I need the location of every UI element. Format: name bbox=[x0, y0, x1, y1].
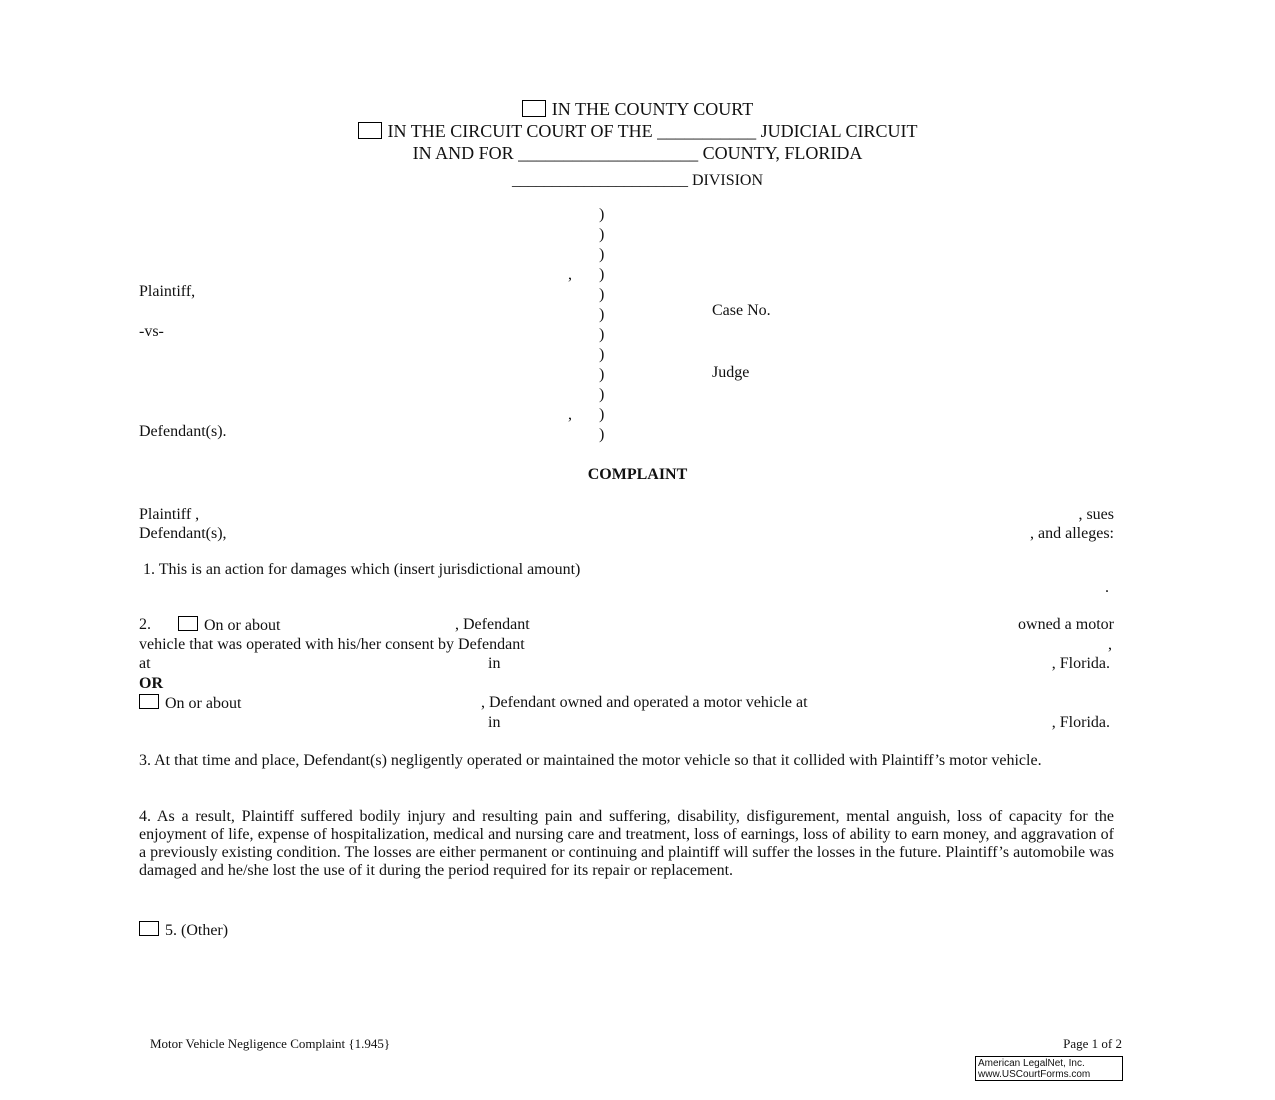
stamp-line-2: www.USCourtForms.com bbox=[978, 1069, 1091, 1080]
defendant-label: Defendant(s). bbox=[139, 423, 227, 440]
para2-option-b bbox=[139, 694, 241, 713]
caption-paren: ) bbox=[599, 326, 605, 343]
para1-text: 1. This is an action for damages which (insert jurisdictional amount) bbox=[143, 561, 581, 578]
plaintiff-name-comma: , bbox=[568, 266, 572, 283]
vs-label: -vs- bbox=[139, 323, 164, 340]
caption-paren: ) bbox=[599, 406, 605, 423]
para5-line bbox=[139, 921, 228, 940]
footer-page-number: Page 1 of 2 bbox=[1063, 1036, 1122, 1051]
circuit-court-checkbox[interactable] bbox=[358, 122, 382, 139]
para5-checkbox[interactable] bbox=[139, 921, 159, 936]
county-florida-line: IN AND FOR ____________________ COUNTY, FLORIDA bbox=[412, 143, 863, 163]
para2-alt-on-or-about: On or about bbox=[165, 695, 242, 712]
para2-at: at bbox=[139, 655, 151, 672]
para2-defendant: , Defendant bbox=[455, 616, 530, 633]
para3-text: 3. At that time and place, Defendant(s) negligently operated or maintained the motor vehicle so that it collided with Plaintiff’s motor vehicle. bbox=[139, 752, 1042, 769]
plaintiff-label: Plaintiff, bbox=[139, 283, 196, 300]
case-no-label: Case No. bbox=[712, 302, 771, 319]
intro-plaintiff: Plaintiff , bbox=[139, 506, 200, 523]
para2-option-a bbox=[178, 616, 280, 635]
county-court-checkbox[interactable] bbox=[522, 100, 546, 117]
caption-paren: ) bbox=[599, 206, 605, 223]
para2-number: 2. bbox=[139, 616, 151, 633]
para2-or: OR bbox=[139, 675, 163, 692]
county-court-label: IN THE COUNTY COURT bbox=[551, 99, 754, 119]
division-line: ______________________ DIVISION bbox=[511, 172, 764, 189]
caption-paren: ) bbox=[599, 226, 605, 243]
para2-alt-text: , Defendant owned and operated a motor vehicle at bbox=[481, 694, 808, 711]
circuit-court-label: IN THE CIRCUIT COURT OF THE ___________ JUDICIAL CIRCUIT bbox=[387, 121, 918, 141]
para5-text: 5. (Other) bbox=[165, 922, 229, 939]
para2-comma: , bbox=[1108, 636, 1112, 653]
complaint-title: COMPLAINT bbox=[587, 466, 688, 483]
caption-paren: ) bbox=[599, 246, 605, 263]
caption-paren: ) bbox=[599, 386, 605, 403]
caption-paren: ) bbox=[599, 266, 605, 283]
caption-paren: ) bbox=[599, 286, 605, 303]
para4-text: 4. As a result, Plaintiff suffered bodily injury and resulting pain and suffering, disability, disfigurement, mental anguish, loss of capacity for the enjoyment of life, expense of hospitalization, medical and nursing care and treatment, loss of earnings, loss of ability to earn money, and aggravation of a previously existing condition. The losses are either permanent or continuing and plaintiff will suffer the losses in the future. Plaintiff’s automobile was damaged and he/she lost the use of it during the period required for its repair or replacement. bbox=[139, 808, 1114, 879]
para2-owned-a-motor: owned a motor bbox=[1018, 616, 1114, 633]
publisher-stamp bbox=[975, 1056, 1123, 1081]
caption-paren: ) bbox=[599, 426, 605, 443]
intro-sues: , sues bbox=[1078, 506, 1114, 523]
caption-paren: ) bbox=[599, 366, 605, 383]
judge-label: Judge bbox=[712, 364, 750, 381]
circuit-court-line bbox=[0, 121, 1275, 141]
intro-and-alleges: , and alleges: bbox=[1030, 525, 1114, 542]
para1-period: . bbox=[1105, 579, 1109, 596]
para2-alt-in: in bbox=[488, 714, 501, 731]
para2-florida: , Florida. bbox=[1051, 655, 1110, 672]
para2-option-b-checkbox[interactable] bbox=[139, 694, 159, 709]
para2-option-a-checkbox[interactable] bbox=[178, 616, 198, 631]
footer-form-name: Motor Vehicle Negligence Complaint {1.945} bbox=[150, 1036, 391, 1051]
para2-vehicle-line: vehicle that was operated with his/her consent by Defendant bbox=[139, 636, 525, 653]
intro-defendants: Defendant(s), bbox=[139, 525, 227, 542]
defendant-name-comma: , bbox=[568, 406, 572, 423]
stamp-line-1: American LegalNet, Inc. bbox=[978, 1058, 1085, 1069]
para2-alt-florida: , Florida. bbox=[1051, 714, 1110, 731]
para2-on-or-about: On or about bbox=[204, 617, 281, 634]
county-court-line bbox=[0, 99, 1275, 119]
caption-paren: ) bbox=[599, 306, 605, 323]
para2-in: in bbox=[488, 655, 501, 672]
caption-paren: ) bbox=[599, 346, 605, 363]
